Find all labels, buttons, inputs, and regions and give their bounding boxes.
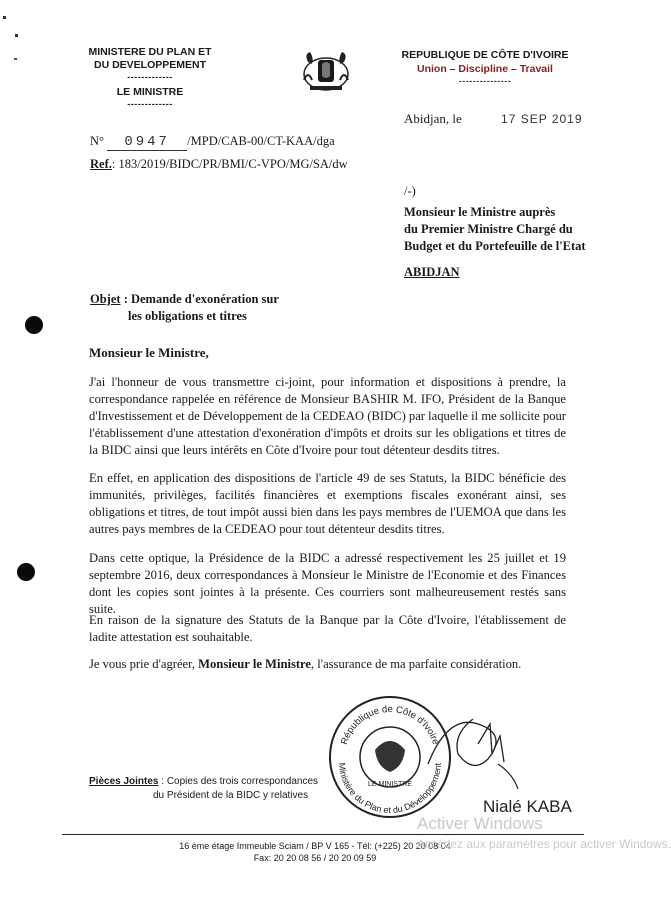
stamp-top-text: République de Côte d'Ivoire bbox=[338, 703, 442, 747]
ministry-header bbox=[80, 46, 220, 109]
coat-of-arms-icon bbox=[298, 50, 354, 96]
subject-label: Objet bbox=[90, 292, 121, 306]
attachments-label: Pièces Jointes bbox=[89, 776, 159, 787]
attachments-line1: : Copies des trois correspondances bbox=[161, 776, 319, 787]
number-label: N° bbox=[90, 134, 105, 148]
header-separator: ------------- bbox=[127, 72, 173, 82]
footer-fax: Fax: 20 20 08 56 / 20 20 09 59 bbox=[253, 853, 377, 863]
recipient-line3: Budget et du Portefeuille de l'Etat bbox=[404, 239, 586, 253]
recipient-block bbox=[404, 204, 586, 255]
ministry-name-line1: MINISTERE DU PLAN ET bbox=[88, 46, 212, 58]
recipient-mark: /-) bbox=[404, 184, 416, 198]
stamp-center-text: LE MINISTRE bbox=[368, 781, 412, 788]
stamp-bottom-text: Ministère du Plan et du Développement bbox=[336, 762, 444, 816]
scan-speck bbox=[14, 58, 17, 60]
subject bbox=[90, 291, 279, 325]
punch-hole bbox=[17, 563, 35, 581]
subject-line1: : Demande d'exonération sur bbox=[123, 292, 279, 306]
closing-text-bold: Monsieur le Ministre bbox=[198, 657, 311, 671]
ref-value: : 183/2019/BIDC/PR/BMI/C-VPO/MG/SA/dw bbox=[111, 157, 348, 171]
footer-address: 16 ème étage Immeuble Sciam / BP V 165 - Tél: (+225) 20 20 08 04 bbox=[179, 841, 451, 851]
ministry-name-line2: DU DEVELOPPEMENT bbox=[93, 59, 206, 71]
attachments bbox=[89, 775, 318, 803]
country-name: REPUBLIQUE DE CÔTE D'IVOIRE bbox=[401, 49, 569, 61]
place-label: Abidjan, le bbox=[404, 111, 462, 126]
recipient-line2: du Premier Ministre Chargé du bbox=[404, 222, 573, 236]
closing-text-start: Je vous prie d'agréer, bbox=[89, 657, 199, 671]
activation-watermark-title: Activer Windows bbox=[417, 814, 543, 833]
number-suffix: /MPD/CAB-00/CT-KAA/dga bbox=[187, 134, 335, 148]
attachments-line2: du Président de la BIDC y relatives bbox=[153, 790, 309, 801]
closing-text-end: , l'assurance de ma parfaite considération. bbox=[311, 657, 522, 671]
letter-number bbox=[90, 134, 335, 151]
scan-speck bbox=[15, 34, 18, 37]
handwritten-signature bbox=[418, 704, 528, 794]
subject-line2: les obligations et titres bbox=[128, 309, 247, 323]
closing-paragraph bbox=[89, 656, 566, 673]
date-stamp: 17 SEP 2019 bbox=[501, 112, 583, 126]
minister-title: LE MINISTRE bbox=[116, 86, 184, 98]
country-header bbox=[395, 48, 575, 86]
footer-divider bbox=[62, 834, 584, 835]
recipient-line1: Monsieur le Ministre auprès bbox=[404, 205, 556, 219]
activation-watermark-subtitle bbox=[417, 837, 671, 851]
salutation: Monsieur le Ministre, bbox=[89, 345, 209, 360]
paragraph-2: En effet, en application des dispositions de l'article 49 de ses Statuts, la BIDC bénéficie des immunités, privilèges, facilités financières et exemptions fiscales exonérant ainsi, ses obligations et titres, de tout impôt aussi bien dans les pays membres de l'UEMOA que dans les autres pays membres de la CEDEAO pour tout détenteur desdits titres. bbox=[89, 471, 566, 536]
paragraph-3: Dans cette optique, la Présidence de la BIDC a adressé respectivement les 25 juillet et 19 septembre 2016, deux correspondances à Monsieur le Ministre de l'Economie et des Finances dont les copies sont jointes à la présente. Ces courriers sont malheureusement restés sans suite. bbox=[89, 551, 566, 616]
reference-line bbox=[90, 157, 348, 172]
signatory-name: Nialé KABA bbox=[483, 797, 572, 816]
scan-speck bbox=[3, 16, 6, 19]
letter-number-value: 0947 bbox=[107, 134, 187, 151]
activation-watermark-subtitle-text: Accédez aux paramètres pour activer Windows. bbox=[417, 837, 671, 851]
ref-label: Ref. bbox=[90, 157, 112, 171]
header-separator: --------------- bbox=[458, 76, 512, 86]
punch-hole bbox=[25, 316, 43, 334]
paragraph-1: J'ai l'honneur de vous transmettre ci-joint, pour information et dispositions à prendre, la correspondance rappelée en référence de Monsieur BASHIR M. IFO, Président de la Banque d'Investissement et de Développement de la CEDEAO (BIDC) par laquelle il me sollicite pour l'établissement d'une attestation d'exonération d'impôts et droits sur les obligations et titres de la BIDC ainsi que leurs intérêts en Côte d'Ivoire pour tout détenteur desdits titres. bbox=[89, 375, 566, 457]
header-separator: ------------- bbox=[127, 99, 173, 109]
place-date bbox=[404, 111, 583, 127]
recipient-city: ABIDJAN bbox=[404, 265, 460, 279]
national-motto: Union – Discipline – Travail bbox=[417, 63, 553, 75]
paragraph-4: En raison de la signature des Statuts de la Banque par la Côte d'Ivoire, l'établissement de ladite attestation est souhaitable. bbox=[89, 613, 566, 644]
